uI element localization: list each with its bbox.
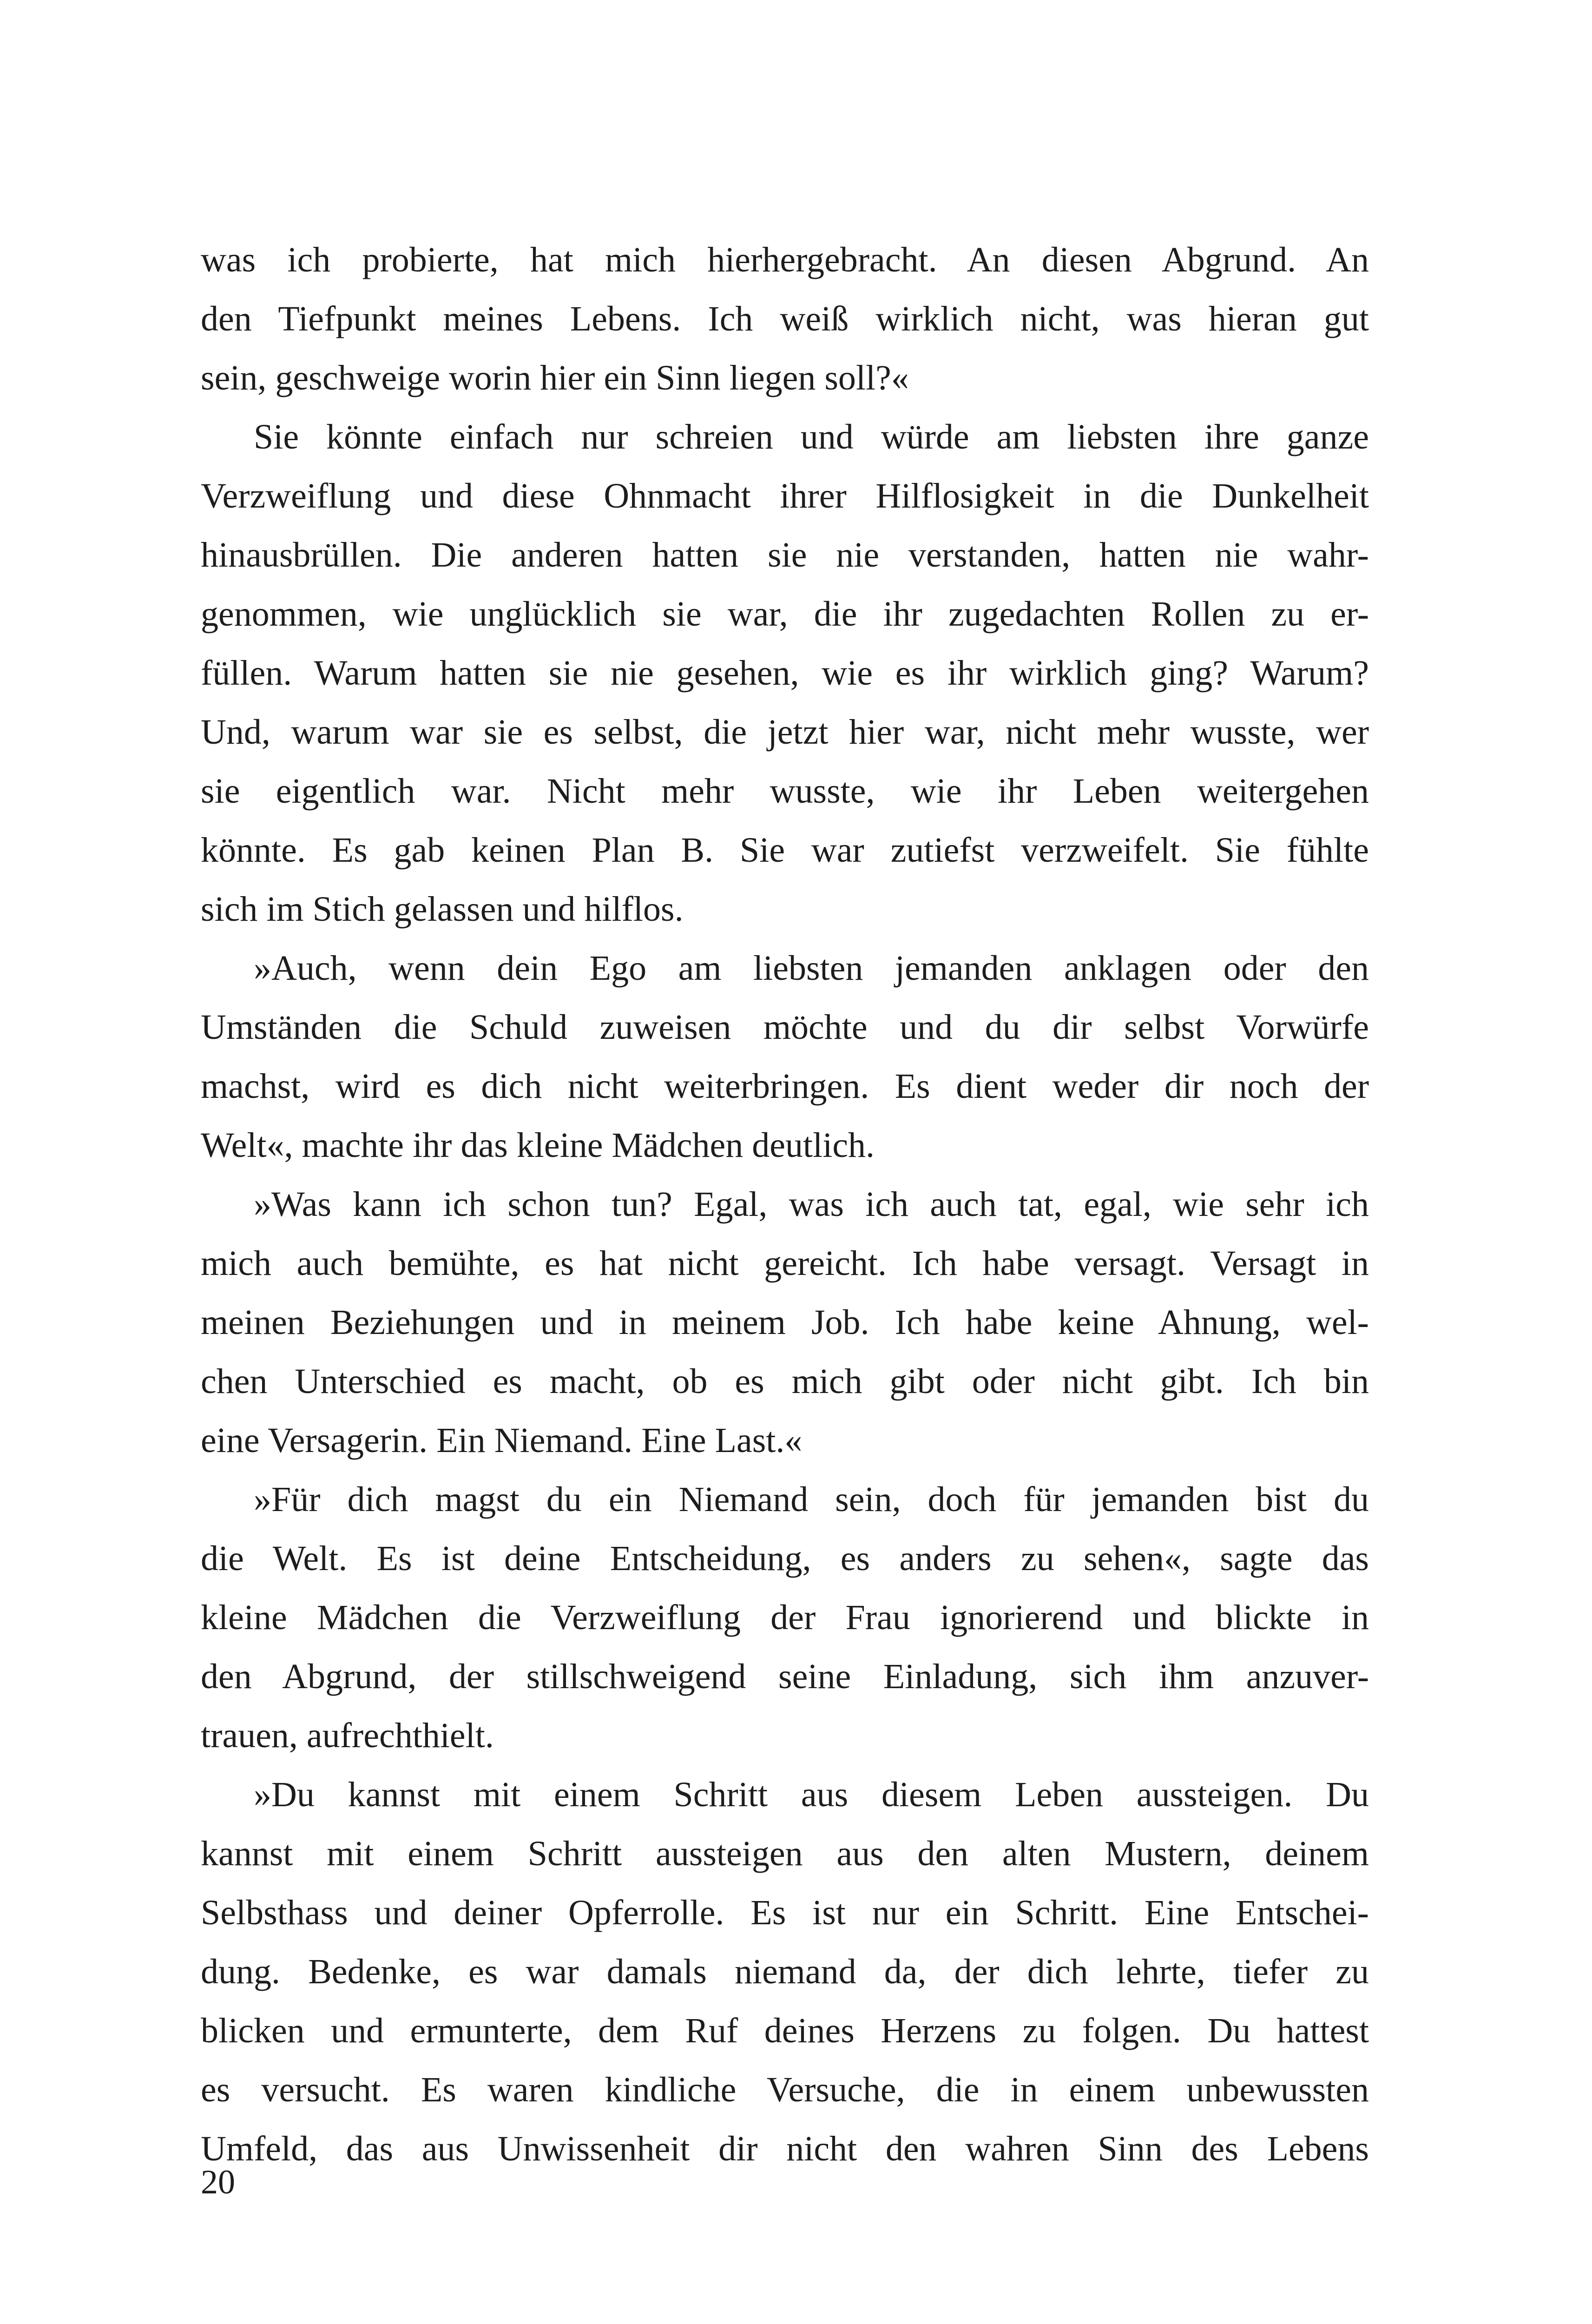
text-line: kleine Mädchen die Verzweiflung der Frau ignorierend und blickte in [201,1598,1369,1637]
text-line: könnte. Es gab keinen Plan B. Sie war zutiefst verzweifelt. Sie fühlte [201,831,1369,870]
text-line: »Was kann ich schon tun? Egal, was ich auch tat, egal, wie sehr ich [254,1185,1369,1224]
text-line: es versucht. Es waren kindliche Versuche, die in einem unbewussten [201,2070,1369,2109]
text-line: »Du kannst mit einem Schritt aus diesem Leben aussteigen. Du [254,1775,1369,1814]
text-line: »Auch, wenn dein Ego am liebsten jemanden anklagen oder den [254,949,1369,988]
text-line: was ich probierte, hat mich hierhergebracht. An diesen Abgrund. An [201,240,1369,279]
text-line: meinen Beziehungen und in meinem Job. Ich habe keine Ahnung, wel- [201,1303,1369,1342]
text-line: Und, warum war sie es selbst, die jetzt hier war, nicht mehr wusste, wer [201,713,1369,752]
page-number: 20 [201,2163,235,2201]
body-text [201,231,1369,2179]
text-line: chen Unterschied es macht, ob es mich gibt oder nicht gibt. Ich bin [201,1362,1369,1401]
text-line: Welt«, machte ihr das kleine Mädchen deutlich. [201,1126,875,1165]
text-line: blicken und ermunterte, dem Ruf deines Herzens zu folgen. Du hattest [201,2011,1369,2050]
text-line: sich im Stich gelassen und hilflos. [201,890,684,929]
text-line: den Abgrund, der stillschweigend seine Einladung, sich ihm anzuver- [201,1657,1369,1696]
text-line: den Tiefpunkt meines Lebens. Ich weiß wirklich nicht, was hieran gut [201,299,1369,338]
text-line: füllen. Warum hatten sie nie gesehen, wie es ihr wirklich ging? Warum? [201,654,1369,693]
text-line: die Welt. Es ist deine Entscheidung, es anders zu sehen«, sagte das [201,1539,1369,1578]
text-line: Umfeld, das aus Unwissenheit dir nicht den wahren Sinn des Lebens [201,2129,1369,2168]
text-line: sie eigentlich war. Nicht mehr wusste, wie ihr Leben weitergehen [201,772,1369,811]
text-line: »Für dich magst du ein Niemand sein, doch für jemanden bist du [254,1480,1369,1519]
text-line: Sie könnte einfach nur schreien und würde am liebsten ihre ganze [254,417,1369,456]
text-line: sein, geschweige worin hier ein Sinn liegen soll?« [201,358,909,397]
text-line: kannst mit einem Schritt aussteigen aus den alten Mustern, deinem [201,1834,1369,1873]
text-line: Umständen die Schuld zuweisen möchte und du dir selbst Vorwürfe [201,1008,1369,1047]
text-line: Verzweiflung und diese Ohnmacht ihrer Hilflosigkeit in die Dunkelheit [201,476,1369,515]
text-line: machst, wird es dich nicht weiterbringen. Es dient weder dir noch der [201,1067,1369,1106]
text-line: Selbsthass und deiner Opferrolle. Es ist nur ein Schritt. Eine Entschei- [201,1893,1369,1932]
text-line: mich auch bemühte, es hat nicht gereicht. Ich habe versagt. Versagt in [201,1244,1369,1283]
text-line: genommen, wie unglücklich sie war, die ihr zugedachten Rollen zu er- [201,594,1369,634]
text-line: dung. Bedenke, es war damals niemand da, der dich lehrte, tiefer zu [201,1952,1369,1991]
text-line: eine Versagerin. Ein Niemand. Eine Last.« [201,1421,803,1460]
text-line: hinausbrüllen. Die anderen hatten sie nie verstanden, hatten nie wahr- [201,535,1369,574]
text-line: trauen, aufrechthielt. [201,1716,494,1755]
